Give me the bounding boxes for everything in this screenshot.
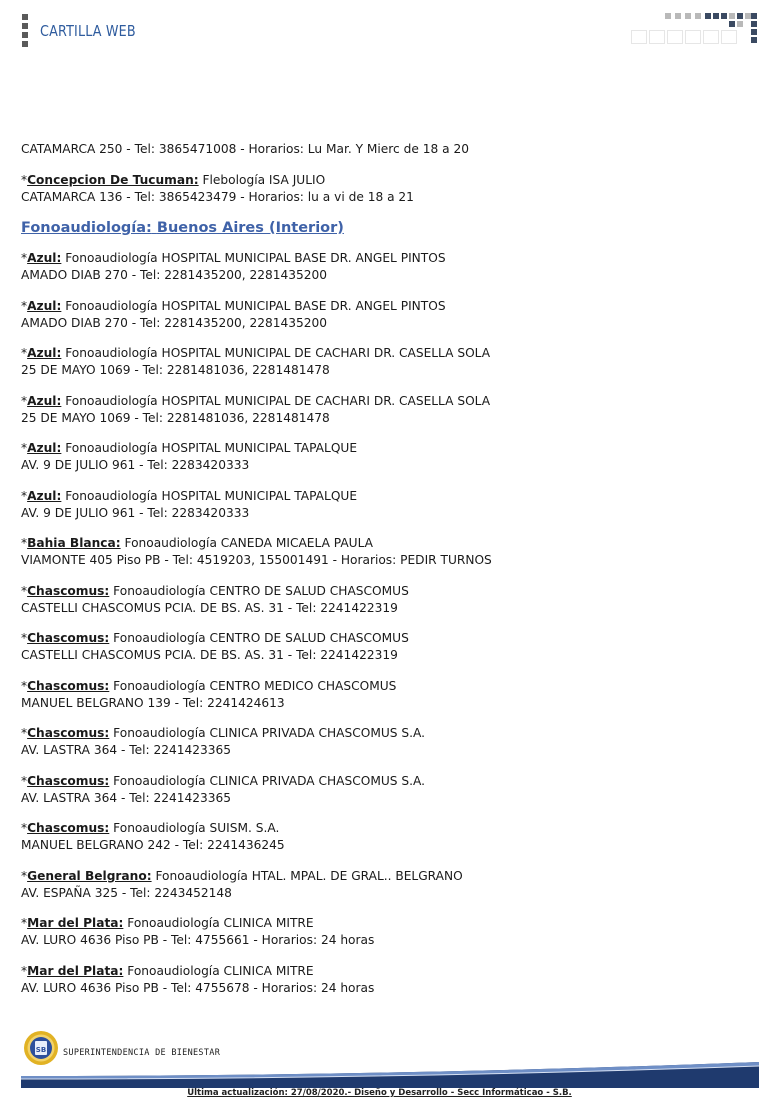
entry-description: Fonoaudiología HTAL. MPAL. DE GRAL.. BELGRANO — [151, 868, 463, 883]
entry-description: Fonoaudiología CLINICA PRIVADA CHASCOMUS S.A. — [109, 773, 425, 788]
entry-description: Fonoaudiología CANEDA MICAELA PAULA — [120, 536, 374, 550]
entry-description: Fonoaudiología HOSPITAL MUNICIPAL DE CACHARI DR. CASELLA SOLA — [61, 346, 491, 360]
entry-description: Fonoaudiología CLINICA MITRE — [123, 916, 314, 930]
entry-address: CASTELLI CHASCOMUS PCIA. DE BS. AS. 31 - Tel: 2241422319 — [21, 600, 398, 615]
header-accent-bar — [22, 14, 28, 48]
last-updated-note: Ultima actualización: 27/08/2020.- Diseño y Desarrollo - Secc Informáticao - S.B. — [187, 1088, 572, 1098]
list-item: *Concepcion De Tucuman: Flebología ISA JULIO CATAMARCA 136 - Tel: 3865423479 - Horarios: lu a vi de 18 a 21 — [21, 172, 741, 206]
entry-description: Fonoaudiología HOSPITAL MUNICIPAL TAPALQUE — [61, 488, 358, 503]
entry-city: Mar del Plata: — [27, 963, 124, 978]
entry-city: Azul: — [27, 441, 62, 455]
entry-address: AMADO DIAB 270 - Tel: 2281435200, 2281435200 — [21, 268, 328, 282]
entries-list — [21, 250, 741, 997]
entry-description: Fonoaudiología CENTRO DE SALUD CHASCOMUS — [109, 631, 409, 645]
section-specialty[interactable]: Fonoaudiología: — [21, 220, 152, 236]
entry-city: General Belgrano: — [27, 868, 152, 883]
entry-address: AV. LURO 4636 Piso PB - Tel: 4755661 - Horarios: 24 horas — [21, 933, 375, 947]
listing-content — [21, 141, 741, 1010]
entry-description: Fonoaudiología HOSPITAL MUNICIPAL BASE DR. ANGEL PINTOS — [61, 251, 446, 265]
footer-wave — [21, 1062, 759, 1088]
entry-city: Chascomus: — [27, 726, 110, 740]
list-item: *Bahia Blanca: Fonoaudiología CANEDA MICAELA PAULA VIAMONTE 405 Piso PB - Tel: 4519203, 155001491 - Horarios: PEDIR TURNOS — [21, 535, 741, 569]
list-item: *Chascomus: Fonoaudiología CENTRO MEDICO CHASCOMUS MANUEL BELGRANO 139 - Tel: 2241424613 — [21, 678, 741, 712]
list-item: *Chascomus: Fonoaudiología SUISM. S.A. MANUEL BELGRANO 242 - Tel: 2241436245 — [21, 820, 741, 854]
list-item: *Chascomus: Fonoaudiología CENTRO DE SALUD CHASCOMUS CASTELLI CHASCOMUS PCIA. DE BS. AS. 31 - Tel: 2241422319 — [21, 630, 741, 664]
list-item: *Azul: Fonoaudiología HOSPITAL MUNICIPAL DE CACHARI DR. CASELLA SOLA 25 DE MAYO 1069 - Tel: 2281481036, 2281481478 — [21, 393, 741, 427]
sb-emblem-logo — [23, 1030, 59, 1066]
organization-name: SUPERINTENDENCIA DE BIENESTAR — [63, 1048, 221, 1058]
list-item: *Azul: Fonoaudiología HOSPITAL MUNICIPAL DE CACHARI DR. CASELLA SOLA 25 DE MAYO 1069 - Tel: 2281481036, 2281481478 — [21, 345, 741, 379]
section-heading[interactable] — [21, 219, 741, 237]
entry-address: VIAMONTE 405 Piso PB - Tel: 4519203, 155001491 - Horarios: PEDIR TURNOS — [21, 553, 492, 567]
entry-city: Chascomus: — [27, 821, 110, 835]
entry-description: Flebología ISA JULIO — [198, 172, 326, 187]
list-item: *General Belgrano: Fonoaudiología HTAL. MPAL. DE GRAL.. BELGRANO AV. ESPAÑA 325 - Tel: 2243452148 — [21, 868, 741, 902]
logo-text: SB — [35, 1046, 47, 1054]
header-pattern — [629, 10, 759, 50]
entry-city: Chascomus: — [27, 678, 110, 693]
entry-city: Mar del Plata: — [27, 916, 124, 930]
entry-address: AV. LURO 4636 Piso PB - Tel: 4755678 - Horarios: 24 horas — [21, 980, 375, 995]
list-item: *Chascomus: Fonoaudiología CLINICA PRIVADA CHASCOMUS S.A. AV. LASTRA 364 - Tel: 2241423365 — [21, 773, 741, 807]
entry-address: AMADO DIAB 270 - Tel: 2281435200, 2281435200 — [21, 315, 328, 330]
entry-address: AV. LASTRA 364 - Tel: 2241423365 — [21, 743, 232, 757]
entry-address: CATAMARCA 250 - Tel: 3865471008 - Horarios: Lu Mar. Y Mierc de 18 a 20 — [21, 142, 469, 156]
entry-address: AV. 9 DE JULIO 961 - Tel: 2283420333 — [21, 505, 250, 520]
entry-city: Chascomus: — [27, 773, 110, 788]
entry-address: 25 DE MAYO 1069 - Tel: 2281481036, 2281481478 — [21, 363, 330, 377]
list-item: *Azul: Fonoaudiología HOSPITAL MUNICIPAL BASE DR. ANGEL PINTOS AMADO DIAB 270 - Tel: 2281435200, 2281435200 — [21, 298, 741, 332]
entry-description: Fonoaudiología HOSPITAL MUNICIPAL BASE DR. ANGEL PINTOS — [61, 298, 446, 313]
entry-city: Azul: — [27, 488, 62, 503]
list-item: *Azul: Fonoaudiología HOSPITAL MUNICIPAL TAPALQUE AV. 9 DE JULIO 961 - Tel: 2283420333 — [21, 440, 741, 474]
entry-address: CATAMARCA 136 - Tel: 3865423479 - Horarios: lu a vi de 18 a 21 — [21, 189, 414, 204]
entry-address: AV. 9 DE JULIO 961 - Tel: 2283420333 — [21, 458, 250, 472]
entry-description: Fonoaudiología CENTRO MEDICO CHASCOMUS — [109, 678, 397, 693]
entry-city: Chascomus: — [27, 631, 110, 645]
entry-address: CASTELLI CHASCOMUS PCIA. DE BS. AS. 31 - Tel: 2241422319 — [21, 648, 398, 662]
list-item: *Chascomus: Fonoaudiología CLINICA PRIVADA CHASCOMUS S.A. AV. LASTRA 364 - Tel: 2241423365 — [21, 725, 741, 759]
entry-description: Fonoaudiología CENTRO DE SALUD CHASCOMUS — [109, 583, 409, 598]
entry-description: Fonoaudiología HOSPITAL MUNICIPAL DE CACHARI DR. CASELLA SOLA — [61, 393, 491, 408]
entry-description: Fonoaudiología SUISM. S.A. — [109, 821, 280, 835]
entry-city: Chascomus: — [27, 583, 110, 598]
entry-city: Azul: — [27, 346, 62, 360]
list-item — [21, 141, 741, 158]
entry-address: AV. LASTRA 364 - Tel: 2241423365 — [21, 790, 232, 805]
list-item: *Mar del Plata: Fonoaudiología CLINICA MITRE AV. LURO 4636 Piso PB - Tel: 4755661 - Horarios: 24 horas — [21, 915, 741, 949]
list-item: *Azul: Fonoaudiología HOSPITAL MUNICIPAL BASE DR. ANGEL PINTOS AMADO DIAB 270 - Tel: 2281435200, 2281435200 — [21, 250, 741, 284]
entry-city: Bahia Blanca: — [27, 536, 121, 550]
entry-city: Azul: — [27, 393, 62, 408]
page-title: CARTILLA WEB — [40, 22, 136, 40]
entry-city: Azul: — [27, 298, 62, 313]
entry-address: MANUEL BELGRANO 242 - Tel: 2241436245 — [21, 838, 285, 852]
list-item: *Chascomus: Fonoaudiología CENTRO DE SALUD CHASCOMUS CASTELLI CHASCOMUS PCIA. DE BS. AS. 31 - Tel: 2241422319 — [21, 583, 741, 617]
list-item: *Mar del Plata: Fonoaudiología CLINICA MITRE AV. LURO 4636 Piso PB - Tel: 4755678 - Horarios: 24 horas — [21, 963, 741, 997]
entry-address: AV. ESPAÑA 325 - Tel: 2243452148 — [21, 885, 232, 900]
entry-description: Fonoaudiología HOSPITAL MUNICIPAL TAPALQUE — [61, 441, 358, 455]
section-region[interactable]: Buenos Aires (Interior) — [156, 220, 344, 236]
entry-city: Azul: — [27, 251, 62, 265]
entry-address: 25 DE MAYO 1069 - Tel: 2281481036, 2281481478 — [21, 410, 330, 425]
list-item: *Azul: Fonoaudiología HOSPITAL MUNICIPAL TAPALQUE AV. 9 DE JULIO 961 - Tel: 2283420333 — [21, 488, 741, 522]
entry-address: MANUEL BELGRANO 139 - Tel: 2241424613 — [21, 695, 285, 710]
entry-city: Concepcion De Tucuman: — [27, 172, 199, 187]
entry-description: Fonoaudiología CLINICA MITRE — [123, 963, 314, 978]
entry-description: Fonoaudiología CLINICA PRIVADA CHASCOMUS S.A. — [109, 726, 425, 740]
footer-banner — [21, 1028, 759, 1088]
